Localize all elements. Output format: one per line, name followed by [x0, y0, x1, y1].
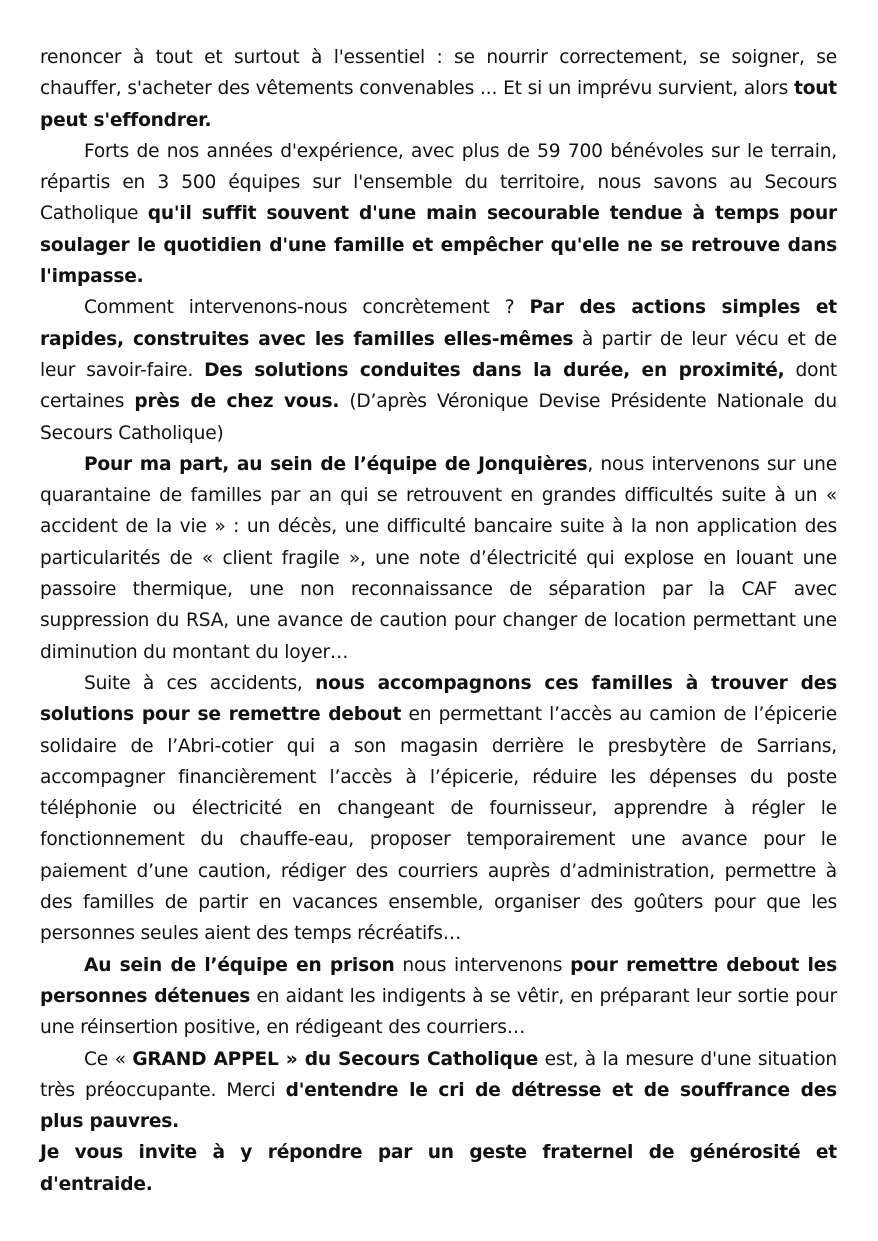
document-page	[40, 42, 837, 1200]
text-segment: Forts de nos années d'expérience, avec plus de 59 700 bénévoles sur le terrain, répartis en 3 500 équipes sur l'ensemble du territoire, nous savons au Secours Catholique	[40, 140, 837, 225]
text-segment: nous intervenons	[394, 954, 571, 976]
text-segment: Ce «	[84, 1048, 133, 1070]
text-segment: renoncer à tout et surtout à l'essentiel : se nourrir correctement, se soigner, se chauffer, s'acheter des vêtements convenables ... Et si un imprévu survient, alors	[40, 47, 837, 100]
text-segment-bold: Pour ma part, au sein de l’équipe de Jonquières	[84, 453, 588, 475]
text-segment-bold: tout peut s'effondrer.	[40, 78, 837, 131]
text-segment: (D’après Véronique Devise Présidente Nationale du Secours Catholique)	[40, 391, 837, 444]
text-segment-bold: Des solutions conduites dans la durée, en proximité,	[204, 359, 785, 381]
text-segment: Suite à ces accidents,	[84, 672, 316, 694]
text-segment-bold: qu'il suffit souvent d'une main secourable tendue à temps pour soulager le quotidien d'une famille et empêcher qu'elle ne se retrouve dans l'impasse.	[40, 203, 837, 288]
text-segment: est, à la mesure d'une situation très préoccupante. Merci	[40, 1048, 837, 1101]
text-segment-bold: d'entendre le cri de détresse et de souffrance des plus pauvres.	[40, 1079, 837, 1133]
text-segment-bold: pour remettre debout les personnes détenues	[40, 954, 837, 1007]
paragraph-1	[40, 42, 837, 136]
text-segment: dont certaines	[40, 359, 837, 413]
text-segment: en permettant l’accès au camion de l’épicerie solidaire de l’Abri-cotier qui a son magasin derrière le presbytère de Sarrians, accompagner financièrement l’accès à l’épicerie, réduire les dépenses du poste téléphonie ou électricité en changeant de fournisseur, apprendre à régler le fonctionnement du chauffe-eau, proposer temporairement une avance pour le paiement d’une caution, rédiger des courriers auprès d’administration, permettre à des familles de partir en vacances ensemble, organiser des goûters pour que les personnes seules aient des temps récréatifs…	[40, 704, 837, 945]
paragraph-5	[40, 668, 837, 950]
text-segment: à partir de leur vécu et de leur savoir-faire.	[40, 328, 838, 381]
paragraph-4	[40, 449, 837, 668]
text-segment-bold: nous accompagnons ces familles à trouver des solutions pour se remettre debout	[40, 672, 837, 726]
text-segment-bold: Au sein de l’équipe en prison	[84, 954, 395, 976]
text-segment-bold: près de chez vous.	[134, 391, 340, 413]
text-segment: en aidant les indigents à se vêtir, en préparant leur sortie pour une réinsertion positive, en rédigeant des courriers…	[40, 985, 838, 1039]
text-segment-bold: Je vous invite à y répondre par un geste fraternel de générosité et d'entraide.	[40, 1142, 837, 1195]
text-segment: , nous intervenons sur une quarantaine de familles par an qui se retrouvent en grandes difficultés suite à un « accident de la vie » : un décès, une difficulté bancaire suite à la non application des particularités de « client fragile », une note d’électricité qui explose en louant une passoire thermique, une non reconnaissance de séparation par la CAF avec suppression du RSA, une avance de caution pour changer de location permettant une diminution du montant du loyer…	[40, 453, 837, 663]
text-segment-bold: Par des actions simples et rapides, construites avec les familles elles-mêmes	[40, 297, 837, 350]
text-segment-bold: GRAND APPEL » du Secours Catholique	[132, 1048, 539, 1070]
paragraph-2	[40, 136, 837, 292]
paragraph-6	[40, 950, 837, 1044]
paragraph-7	[40, 1044, 837, 1138]
paragraph-8-closing	[40, 1137, 837, 1200]
paragraph-3	[40, 292, 837, 448]
text-segment: Comment intervenons-nous concrètement ?	[84, 297, 530, 319]
